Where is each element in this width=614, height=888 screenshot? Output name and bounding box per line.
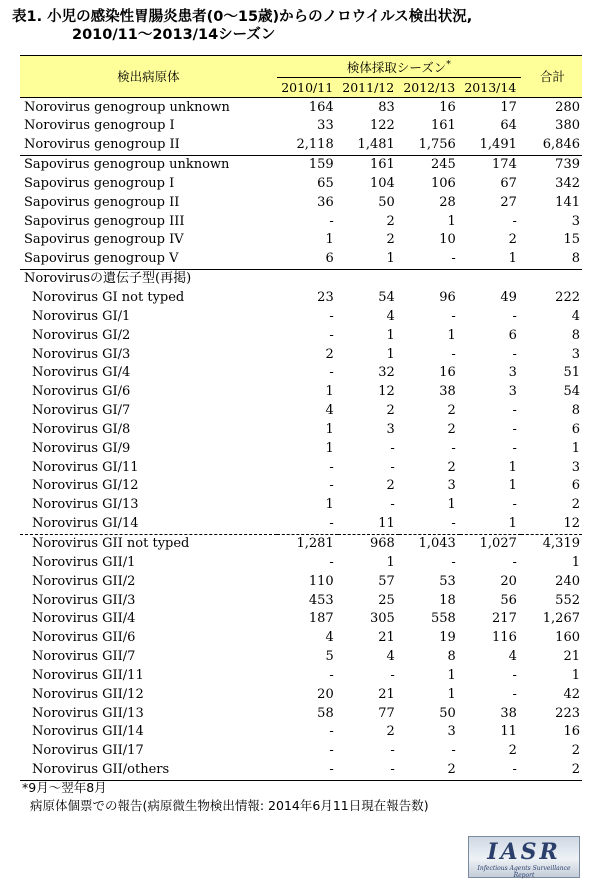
row-total: 222 — [555, 290, 580, 306]
row-pathogen-name: Norovirus GI/8 — [32, 421, 131, 437]
row-total: 552 — [555, 592, 580, 608]
row-season-count: 8 — [447, 649, 456, 665]
header-season-2012-13: 2012/13 — [399, 78, 460, 98]
row-season-count: 33 — [317, 118, 334, 134]
row-pathogen-name: Norovirus GII/2 — [32, 573, 136, 589]
header-season-2011-12: 2011/12 — [338, 78, 399, 98]
header-season-2013-14: 2013/14 — [460, 78, 521, 98]
row-season-count: - — [512, 421, 517, 437]
table-row — [20, 193, 582, 212]
row-total: 1 — [571, 667, 580, 683]
row-season-count: - — [338, 761, 399, 780]
row-total: 2 — [571, 497, 580, 513]
row-season-count: 161 — [369, 157, 395, 173]
row-season-count: 2 — [386, 213, 395, 229]
row-pathogen-name: Norovirus GI/14 — [20, 515, 277, 534]
row-pathogen-name: Norovirus GII/4 — [32, 611, 136, 627]
title-line-1: 表1. 小児の感染性胃腸炎患者(0～15歳)からのノロウイルス検出状況, — [12, 9, 473, 25]
table-row — [20, 364, 582, 383]
row-season-count: 1 — [460, 515, 521, 534]
row-season-count: 4 — [325, 630, 334, 646]
table-row — [20, 723, 582, 742]
row-total: 1,267 — [542, 611, 580, 627]
table-row — [20, 648, 582, 667]
table-row — [20, 496, 582, 515]
table-row — [20, 458, 582, 477]
row-pathogen-name: Norovirus GII/11 — [32, 667, 144, 683]
row-pathogen-name: Norovirus genogroup unknown — [24, 99, 230, 115]
row-season-count: - — [329, 308, 334, 324]
row-season-count: - — [329, 327, 334, 343]
row-season-count: 20 — [317, 686, 334, 702]
row-total: 160 — [555, 630, 580, 646]
row-season-count: 64 — [500, 118, 517, 134]
table-row — [20, 231, 582, 250]
row-season-count: 1,043 — [418, 535, 456, 551]
row-season-count: 3 — [386, 421, 395, 437]
row-pathogen-name: Norovirus GI/7 — [32, 403, 131, 419]
table-row — [20, 477, 582, 496]
row-season-count: 2 — [508, 232, 517, 248]
row-pathogen-name: Sapovirus genogroup V — [20, 250, 277, 269]
row-total: 4 — [571, 308, 580, 324]
row-pathogen-name: Norovirus GII/3 — [32, 592, 136, 608]
row-pathogen-name: Norovirus GI/6 — [32, 384, 131, 400]
row-pathogen-name: Norovirus GII/others — [20, 761, 277, 780]
table-row — [20, 345, 582, 364]
table-row — [20, 250, 582, 269]
row-season-count: 77 — [378, 705, 395, 721]
row-total: 12 — [521, 515, 582, 534]
row-season-count: 3 — [508, 365, 517, 381]
row-season-count: - — [329, 554, 334, 570]
row-season-count: 104 — [369, 175, 395, 191]
row-season-count: 21 — [378, 630, 395, 646]
row-season-count: 67 — [500, 175, 517, 191]
row-season-count: 1 — [325, 440, 334, 456]
row-season-count: 65 — [317, 175, 334, 191]
row-season-count: 25 — [378, 592, 395, 608]
row-season-count: - — [390, 667, 395, 683]
row-season-count: 11 — [338, 515, 399, 534]
row-pathogen-name: Norovirus GI not typed — [32, 290, 185, 306]
table-row — [20, 117, 582, 136]
row-season-count: 17 — [500, 99, 517, 115]
row-season-count: - — [329, 365, 334, 381]
row-total: 3 — [571, 459, 580, 475]
row-pathogen-name: Norovirus GII not typed — [32, 535, 190, 551]
table-row — [20, 704, 582, 723]
row-season-count: 1,481 — [338, 136, 399, 155]
table-row — [20, 553, 582, 572]
section-label: Norovirusの遺伝子型(再掲) — [24, 271, 192, 287]
table-row — [20, 685, 582, 704]
row-pathogen-name: Norovirus GII/6 — [32, 630, 136, 646]
row-season-count: 453 — [308, 592, 334, 608]
row-total: 21 — [563, 649, 580, 665]
row-pathogen-name: Sapovirus genogroup II — [24, 194, 180, 210]
row-season-count: 3 — [447, 478, 456, 494]
row-pathogen-name: Norovirus genogroup I — [24, 118, 175, 134]
table-row — [20, 326, 582, 345]
row-season-count: 96 — [439, 290, 456, 306]
row-season-count: 23 — [317, 290, 334, 306]
row-season-count: 164 — [308, 99, 334, 115]
row-season-count: - — [512, 403, 517, 419]
row-season-count: 245 — [430, 157, 456, 173]
row-pathogen-name: Norovirus GI/3 — [32, 346, 131, 362]
row-season-count: 49 — [500, 290, 517, 306]
row-season-count: 305 — [369, 611, 395, 627]
header-total: 合計 — [521, 56, 582, 98]
title-line-2: 2010/11～2013/14シーズン — [72, 27, 276, 43]
row-season-count: - — [277, 515, 338, 534]
row-total: 6 — [571, 478, 580, 494]
table-row — [20, 289, 582, 308]
row-total: 8 — [521, 250, 582, 269]
row-season-count: 20 — [500, 573, 517, 589]
row-pathogen-name: Norovirus GI/1 — [32, 308, 131, 324]
row-season-count: - — [390, 743, 395, 759]
row-season-count: 2 — [386, 478, 395, 494]
row-total: 380 — [555, 118, 580, 134]
row-pathogen-name: Norovirus GI/2 — [32, 327, 131, 343]
row-total: 3 — [571, 213, 580, 229]
row-pathogen-name: Norovirus GI/4 — [32, 365, 131, 381]
row-season-count: 2 — [508, 743, 517, 759]
row-season-count: 1,756 — [399, 136, 460, 155]
row-season-count: - — [512, 346, 517, 362]
row-season-count: - — [512, 686, 517, 702]
row-total: 223 — [555, 705, 580, 721]
table-row — [20, 666, 582, 685]
season-footnote-mark: * — [446, 60, 451, 70]
row-pathogen-name: Norovirus GII/7 — [32, 649, 136, 665]
row-pathogen-name: Sapovirus genogroup I — [24, 175, 175, 191]
row-season-count: - — [399, 250, 460, 269]
header-pathogen: 検出病原体 — [20, 56, 277, 98]
table-row — [20, 136, 582, 155]
section-row-genotypes — [20, 269, 582, 288]
row-season-count: 19 — [439, 630, 456, 646]
row-season-count: 110 — [308, 573, 334, 589]
row-season-count: 968 — [369, 535, 395, 551]
row-season-count: - — [512, 667, 517, 683]
row-total: 280 — [555, 99, 580, 115]
row-season-count: 558 — [430, 611, 456, 627]
row-season-count: 1,281 — [296, 535, 334, 551]
row-season-count: 2 — [399, 761, 460, 780]
table-row — [20, 515, 582, 534]
row-season-count: 1 — [386, 554, 395, 570]
row-total: 8 — [571, 403, 580, 419]
row-season-count: 58 — [317, 705, 334, 721]
row-season-count: 1 — [325, 232, 334, 248]
row-season-count: 6 — [508, 327, 517, 343]
row-pathogen-name: Norovirus GII/1 — [32, 554, 136, 570]
row-season-count: 28 — [439, 194, 456, 210]
row-pathogen-name: Norovirus GI/13 — [32, 497, 139, 513]
row-season-count: 217 — [492, 611, 517, 627]
row-total: 1 — [571, 554, 580, 570]
row-season-count: 3 — [447, 724, 456, 740]
row-season-count: 3 — [508, 384, 517, 400]
row-season-count: 6 — [277, 250, 338, 269]
row-season-count: 174 — [492, 157, 517, 173]
table-row — [20, 629, 582, 648]
row-season-count: 32 — [378, 365, 395, 381]
norovirus-detection-table — [20, 55, 582, 781]
row-season-count: 2 — [447, 459, 456, 475]
row-season-count: 1 — [460, 250, 521, 269]
row-season-count: 2 — [386, 724, 395, 740]
header-season-group: 検体採取シーズン* — [277, 56, 521, 78]
row-season-count: - — [390, 440, 395, 456]
row-season-count: 11 — [500, 724, 517, 740]
table-row — [20, 439, 582, 458]
row-season-count: - — [512, 213, 517, 229]
row-season-count: 56 — [500, 592, 517, 608]
row-season-count: 187 — [308, 611, 334, 627]
table-body — [20, 98, 582, 780]
row-season-count: 1 — [508, 478, 517, 494]
row-pathogen-name: Norovirus GII/14 — [32, 724, 144, 740]
row-season-count: - — [512, 497, 517, 513]
row-season-count: 4 — [325, 403, 334, 419]
row-season-count: - — [451, 554, 456, 570]
row-season-count: 106 — [430, 175, 456, 191]
table-row — [20, 591, 582, 610]
row-season-count: - — [512, 554, 517, 570]
row-season-count: 1 — [447, 327, 456, 343]
row-season-count: 10 — [439, 232, 456, 248]
footnote-season-period: *9月～翌年8月 — [22, 780, 107, 795]
row-season-count: 161 — [430, 118, 456, 134]
row-season-count: 53 — [439, 573, 456, 589]
row-season-count: - — [329, 478, 334, 494]
table-row — [20, 383, 582, 402]
row-total: 8 — [571, 327, 580, 343]
row-total: 16 — [563, 724, 580, 740]
row-season-count: 16 — [439, 99, 456, 115]
table-row — [20, 307, 582, 326]
iasr-logo — [468, 836, 580, 878]
row-season-count: 12 — [378, 384, 395, 400]
row-season-count: 1 — [508, 459, 517, 475]
row-season-count: - — [329, 743, 334, 759]
footnote-source: 病原体個票での報告(病原微生物検出情報: 2014年6月11日現在報告数) — [30, 798, 429, 813]
row-season-count: 18 — [439, 592, 456, 608]
header-season-2010-11: 2010/11 — [277, 78, 338, 98]
row-season-count: - — [329, 667, 334, 683]
row-total: 3 — [571, 346, 580, 362]
row-pathogen-name: Sapovirus genogroup IV — [24, 232, 184, 248]
row-total: 2 — [571, 743, 580, 759]
table-row — [20, 212, 582, 231]
row-season-count: - — [390, 459, 395, 475]
row-season-count: - — [512, 308, 517, 324]
row-season-count: - — [399, 515, 460, 534]
row-season-count: 27 — [500, 194, 517, 210]
row-season-count: 2 — [386, 232, 395, 248]
row-season-count: 1 — [325, 421, 334, 437]
logo-sub-text: Infectious Agents Surveillance Report — [477, 865, 571, 879]
row-season-count: 1 — [386, 346, 395, 362]
row-season-count: 1 — [325, 384, 334, 400]
row-total: 240 — [555, 573, 580, 589]
row-season-count: 57 — [378, 573, 395, 589]
row-season-count: 83 — [378, 99, 395, 115]
row-season-count: 36 — [317, 194, 334, 210]
row-season-count: - — [451, 440, 456, 456]
row-season-count: 1 — [386, 327, 395, 343]
table-row — [20, 421, 582, 440]
row-total: 42 — [563, 686, 580, 702]
row-season-count: 1 — [447, 497, 456, 513]
row-season-count: - — [512, 440, 517, 456]
table-row — [20, 98, 582, 117]
row-season-count: 16 — [439, 365, 456, 381]
row-pathogen-name: Sapovirus genogroup III — [24, 213, 185, 229]
row-season-count: 5 — [325, 649, 334, 665]
table-row — [20, 610, 582, 629]
row-season-count: - — [329, 213, 334, 229]
row-total: 54 — [563, 384, 580, 400]
row-total: 51 — [563, 365, 580, 381]
row-season-count: 1 — [447, 213, 456, 229]
row-season-count: 4 — [508, 649, 517, 665]
row-season-count: 38 — [439, 384, 456, 400]
row-season-count: - — [460, 761, 521, 780]
row-season-count: 116 — [492, 630, 517, 646]
row-pathogen-name: Norovirus GI/11 — [32, 459, 139, 475]
row-pathogen-name: Norovirus genogroup II — [20, 136, 277, 155]
row-season-count: 122 — [369, 118, 395, 134]
row-season-count: 50 — [378, 194, 395, 210]
row-season-count: 50 — [439, 705, 456, 721]
row-pathogen-name: Norovirus GI/12 — [32, 478, 139, 494]
row-season-count: - — [329, 459, 334, 475]
row-pathogen-name: Norovirus GII/13 — [32, 705, 144, 721]
row-total: 6 — [571, 421, 580, 437]
row-season-count: - — [277, 761, 338, 780]
row-season-count: 2,118 — [277, 136, 338, 155]
row-season-count: 1 — [447, 686, 456, 702]
row-pathogen-name: Sapovirus genogroup unknown — [24, 157, 230, 173]
row-season-count: 38 — [500, 705, 517, 721]
row-season-count: 2 — [447, 421, 456, 437]
row-total: 4,319 — [542, 535, 580, 551]
row-season-count: 1 — [447, 667, 456, 683]
table-row — [20, 742, 582, 761]
row-season-count: 54 — [378, 290, 395, 306]
row-season-count: 2 — [447, 403, 456, 419]
table-row — [20, 175, 582, 194]
table-row — [20, 155, 582, 174]
row-season-count: 2 — [325, 346, 334, 362]
row-total: 1 — [571, 440, 580, 456]
row-total: 141 — [555, 194, 580, 210]
row-total: 2 — [521, 761, 582, 780]
row-season-count: 21 — [378, 686, 395, 702]
row-season-count: - — [451, 308, 456, 324]
row-season-count: - — [390, 497, 395, 513]
logo-main-text: IASR — [487, 839, 561, 865]
row-season-count: 2 — [386, 403, 395, 419]
row-total: 342 — [555, 175, 580, 191]
row-pathogen-name: Norovirus GI/9 — [32, 440, 131, 456]
row-season-count: 1 — [325, 497, 334, 513]
row-pathogen-name: Norovirus GII/12 — [32, 686, 144, 702]
row-season-count: - — [451, 346, 456, 362]
row-total: 6,846 — [521, 136, 582, 155]
table-row — [20, 534, 582, 553]
row-season-count: 1,491 — [460, 136, 521, 155]
row-season-count: 1,027 — [479, 535, 517, 551]
table-title — [12, 8, 602, 44]
table-row — [20, 402, 582, 421]
row-season-count: 159 — [308, 157, 334, 173]
row-pathogen-name: Norovirus GII/17 — [32, 743, 144, 759]
row-season-count: - — [329, 724, 334, 740]
row-total: 739 — [555, 157, 580, 173]
row-season-count: 1 — [338, 250, 399, 269]
row-season-count: 4 — [386, 649, 395, 665]
table-row — [20, 572, 582, 591]
row-season-count: 4 — [386, 308, 395, 324]
row-season-count: - — [451, 743, 456, 759]
row-total: 15 — [563, 232, 580, 248]
